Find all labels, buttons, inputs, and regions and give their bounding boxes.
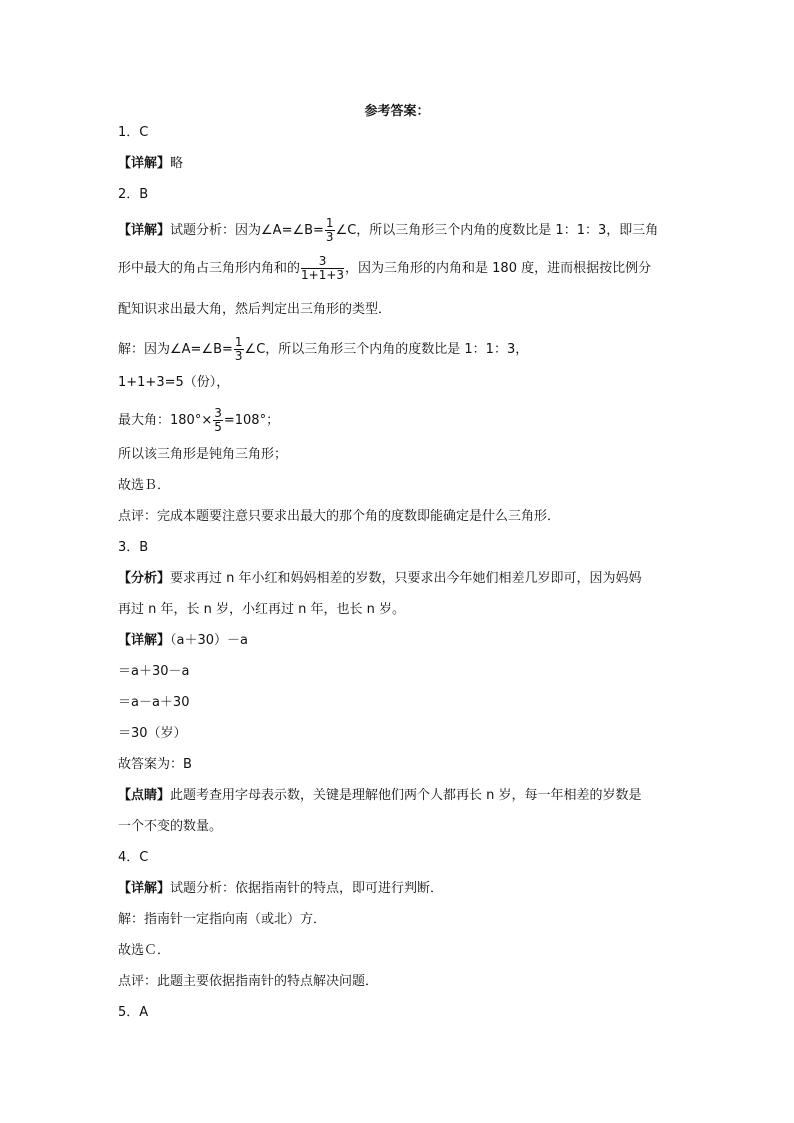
detail-3-line-2: ＝a＋30－a [118, 664, 190, 679]
answer-3: 3．B [118, 540, 149, 555]
numerator: 1 [234, 335, 243, 349]
note-3-line-1 [118, 787, 642, 805]
text: 试题分析：依据指南针的特点，即可进行判断． [170, 881, 444, 896]
answer-4: 4．C [118, 850, 149, 865]
text: ∠C，所以三角形三个内角的度数比是 1：1：3， [244, 342, 529, 357]
solution-2-line-5: 故选Ｂ． [118, 478, 171, 493]
fraction [213, 407, 223, 434]
detail-3-line-5: 故答案为：B [118, 757, 192, 772]
detail-4-line-2: 解：指南针一定指向南（或北）方． [118, 912, 327, 927]
text: 试题分析：因为∠A=∠B= [170, 223, 324, 238]
page-title: 参考答案： [364, 104, 430, 119]
tag-detail: 【详解】 [118, 633, 171, 648]
answer-5: 5．A [118, 1005, 149, 1020]
text: （a＋30）－a [170, 633, 248, 648]
text: 此题考查用字母表示数，关键是理解他们两个人都再长 n 岁，每一年相差的岁数是 [170, 788, 642, 803]
comment-4: 点评：此题主要依据指南针的特点解决问题． [118, 974, 379, 989]
fraction [325, 217, 335, 244]
fraction [234, 336, 244, 363]
analysis-3-line-2: 再过 n 年，长 n 岁，小红再过 n 年，也长 n 岁。 [118, 602, 406, 617]
detail-3-line-4: ＝30（岁） [118, 726, 187, 741]
solution-2-line-4: 所以该三角形是钝角三角形； [118, 447, 288, 462]
analysis-3-line-1 [118, 570, 642, 588]
numerator: 1 [325, 216, 334, 230]
text: =108°； [223, 413, 280, 428]
numerator: 3 [301, 255, 344, 269]
fraction [301, 255, 344, 282]
note-3-line-2: 一个不变的数量。 [118, 819, 223, 834]
explanation-2-line-2 [118, 255, 651, 282]
comment-2: 点评：完成本题要注意只要求出最大的那个角的度数即能确定是什么三角形． [118, 509, 561, 524]
text: ∠C，所以三角形三个内角的度数比是 1：1：3，即三角 [335, 223, 659, 238]
text: 形中最大的角占三角形内角和的 [118, 261, 301, 276]
denominator: 1+1+3 [301, 268, 345, 282]
explanation-2-line-3: 配知识求出最大角，然后判定出三角形的类型． [118, 302, 392, 317]
text: 最大角：180°× [118, 413, 213, 428]
denominator: 3 [325, 230, 334, 244]
detail-3-line-3: ＝a－a＋30 [118, 695, 190, 710]
answer-1: 1．C [118, 125, 149, 140]
tag-detail: 【详解】 [118, 223, 171, 238]
tag-detail: 【详解】 [118, 156, 171, 171]
detail-3-line-1 [118, 632, 248, 650]
answer-2: 2．B [118, 187, 149, 202]
text: ，因为三角形的内角和是 180 度，进而根据按比例分 [345, 261, 652, 276]
tag-analysis: 【分析】 [118, 571, 171, 586]
tag-note: 【点睛】 [118, 788, 171, 803]
solution-2-line-1 [118, 336, 528, 363]
text: 略 [170, 156, 184, 171]
detail-4-line-1 [118, 880, 443, 898]
denominator: 3 [234, 349, 243, 363]
solution-2-line-2: 1+1+3=5（份）， [118, 375, 230, 390]
text: 要求再过 n 年小红和妈妈相差的岁数，只要求出今年她们相差几岁即可，因为妈妈 [170, 571, 642, 586]
tag-detail: 【详解】 [118, 881, 171, 896]
solution-2-line-3 [118, 407, 279, 434]
text: 解：因为∠A=∠B= [118, 342, 233, 357]
denominator: 5 [214, 420, 222, 434]
detail-4-line-3: 故选Ｃ． [118, 943, 171, 958]
explanation-1 [118, 155, 183, 173]
explanation-2-line-1 [118, 217, 658, 244]
numerator: 3 [214, 406, 222, 420]
